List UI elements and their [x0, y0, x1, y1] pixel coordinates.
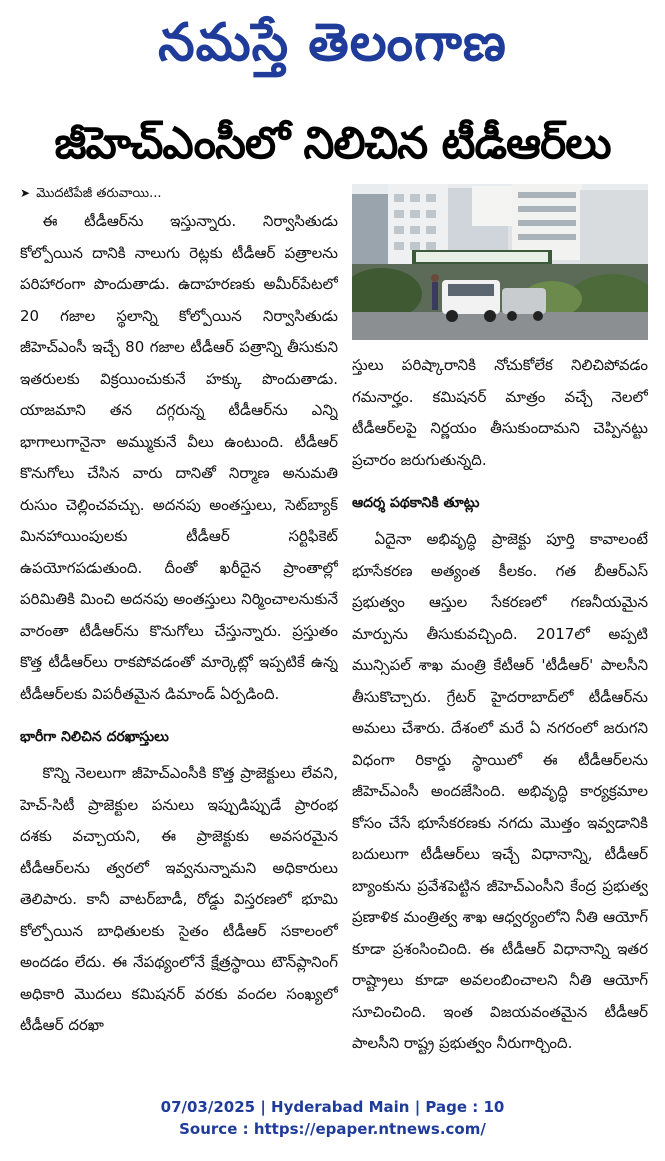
continued-label [20, 180, 340, 206]
section-subheading: భారీగా నిలిచిన దరఖాస్తులు [20, 729, 169, 745]
continued-text: మొదటిపేజీ తరువాయి... [36, 186, 162, 201]
double-chevron-right-icon: ➤ [20, 186, 31, 200]
body-paragraph: ఏదైనా అభివృద్ధి ప్రాజెక్టు పూర్తి కావాలంటే భూసేకరణ అత్యంత కీలకం. గత బీఆర్‌ఎస్ ప్రభుత్వం ఆస్తుల సేకరణలో గణనీయమైన మార్పును తీసుకువచ్చింది. 2017లో అప్పటి మున్సిపల్ శాఖ మంత్రి కేటీఆర్ 'టీడీఆర్' పాలసీని తీసుకొచ్చారు. గ్రేటర్ హైదరాబాద్‌లో టీడీఆర్‌ను అమలు చేశారు. దేశంలో మరే ఏ నగరంలో జరుగని విధంగా రికార్డు స్థాయిలో ఈ టీడీఆర్‌లను జీహెచ్‌ఎంసీ అందజేసింది. అభివృద్ధి కార్యక్రమాల కోసం చేసే భూసేకరణకు నగదు మొత్తం ఇవ్వడానికి బదులుగా టీడీఆర్‌లు ఇచ్చే విధానాన్ని, టీడీఆర్ బ్యాంకును ప్రవేశపెట్టిన జీహెచ్‌ఎంసీని కేంద్ర ప్రభుత్వ ప్రణాళిక మంత్రిత్వ శాఖ ఆధ్వర్యంలోని నీతి ఆయోగ్ కూడా ప్రశంసించింది. ఈ టీడీఆర్ విధానాన్ని ఇతర రాష్ట్రాలు కూడా అవలంబించాలని నీతి ఆయోగ్ సూచించింది. ఇంత విజయవంతమైన టీడీఆర్ పాలసీని రాష్ట్ర ప్రభుత్వం నీరుగార్చింది. [352, 530, 648, 1052]
masthead-logo: నమస్తే తెలంగాణ [158, 12, 507, 73]
article-column-right [352, 350, 648, 1090]
body-paragraph: కొన్ని నెలలుగా జీహెచ్‌ఎంసీకి కొత్త ప్రాజెక్టులు లేవని, హెచ్-సిటీ ప్రాజెక్టుల పనులు ఇప్పుడిప్పుడే ప్రారంభ దశకు వచ్చాయని, ఈ ప్రాజెక్టుకు అవసరమైన టీడీఆర్‌లను త్వరలో ఇవ్వనున్నామని అధికారులు తెలిపారు. కానీ వాటర్‌బాడీ, రోడ్డు విస్తరణలో భూమి కోల్పోయిన బాధితులకు సైతం టీడీఆర్ సకాలంలో అందడం లేదు. ఈ నేపథ్యంలోనే క్షేత్రస్థాయి టౌన్‌ప్లానింగ్ అధికారి మొదలు కమిషనర్ వరకు వందల సంఖ్యలో టీడీఆర్ దరఖా [20, 764, 338, 1034]
body-paragraph: ఈ టీడీఆర్‌ను ఇస్తున్నారు. నిర్వాసితుడు కోల్పోయిన దానికి నాలుగు రెట్లకు టీడీఆర్ పత్రాలను పరిహారంగా పొందుతాడు. ఉదాహరణకు అమీర్‌పేటలో 20 గజాల స్థలాన్ని కోల్పోయిన నిర్వాసితుడు జీహెచ్‌ఎంసీ ఇచ్చే 80 గజాల టీడీఆర్ పత్రాన్ని తీసుకుని ఇతరులకు విక్రయించుకునే హక్కు పొందుతాడు. యాజమాని తన దగ్గరున్న టీడీఆర్‌ను ఎన్ని భాగాలుగానైనా అమ్ముకునే వీలు ఉంటుంది. టీడీఆర్ కొనుగోలు చేసిన వారు దానితో నిర్మాణ అనుమతి రుసుం చెల్లించవచ్చు. అదనపు అంతస్తులు, సెట్‌బ్యాక్ మినహాయింపులకు టీడీఆర్ సర్టిఫికెట్ ఉపయోగపడుతుంది. దీంతో ఖరీదైన ప్రాంతాల్లో పరిమితికి మించి అదనపు అంతస్తులు నిర్మించాలనుకునే వారంతా టీడీఆర్‌ను కొనుగోలు చేస్తున్నారు. ప్రస్తుతం కొత్త టీడీఆర్‌లు రాకపోవడంతో మార్కెట్లో ఇప్పటికే ఉన్న టీడీఆర్‌లకు విపరీతమైన డిమాండ్ ఏర్పడింది. [20, 212, 338, 703]
page-footer [0, 1096, 665, 1140]
article-photo-building [352, 184, 648, 340]
footer-date-edition: 07/03/2025 | Hyderabad Main | Page : 10 [160, 1098, 505, 1116]
footer-source-link[interactable]: Source : https://epaper.ntnews.com/ [179, 1120, 486, 1138]
section-subheading: ఆదర్శ పథకానికి తూట్లు [352, 495, 480, 511]
body-paragraph: స్తులు పరిష్కారానికి నోచుకోలేక నిలిచిపోవడం గమనార్హం. కమిషనర్ మాత్రం వచ్చే నెలలో టీడీఆర్‌లపై నిర్ణయం తీసుకుందామని చెప్పినట్టు ప్రచారం జరుగుతున్నది. [352, 356, 648, 469]
article-column-left [20, 206, 338, 1081]
article-headline: జీహెచ్‌ఎంసీలో నిలిచిన టీడీఆర్‌లు [54, 118, 611, 169]
